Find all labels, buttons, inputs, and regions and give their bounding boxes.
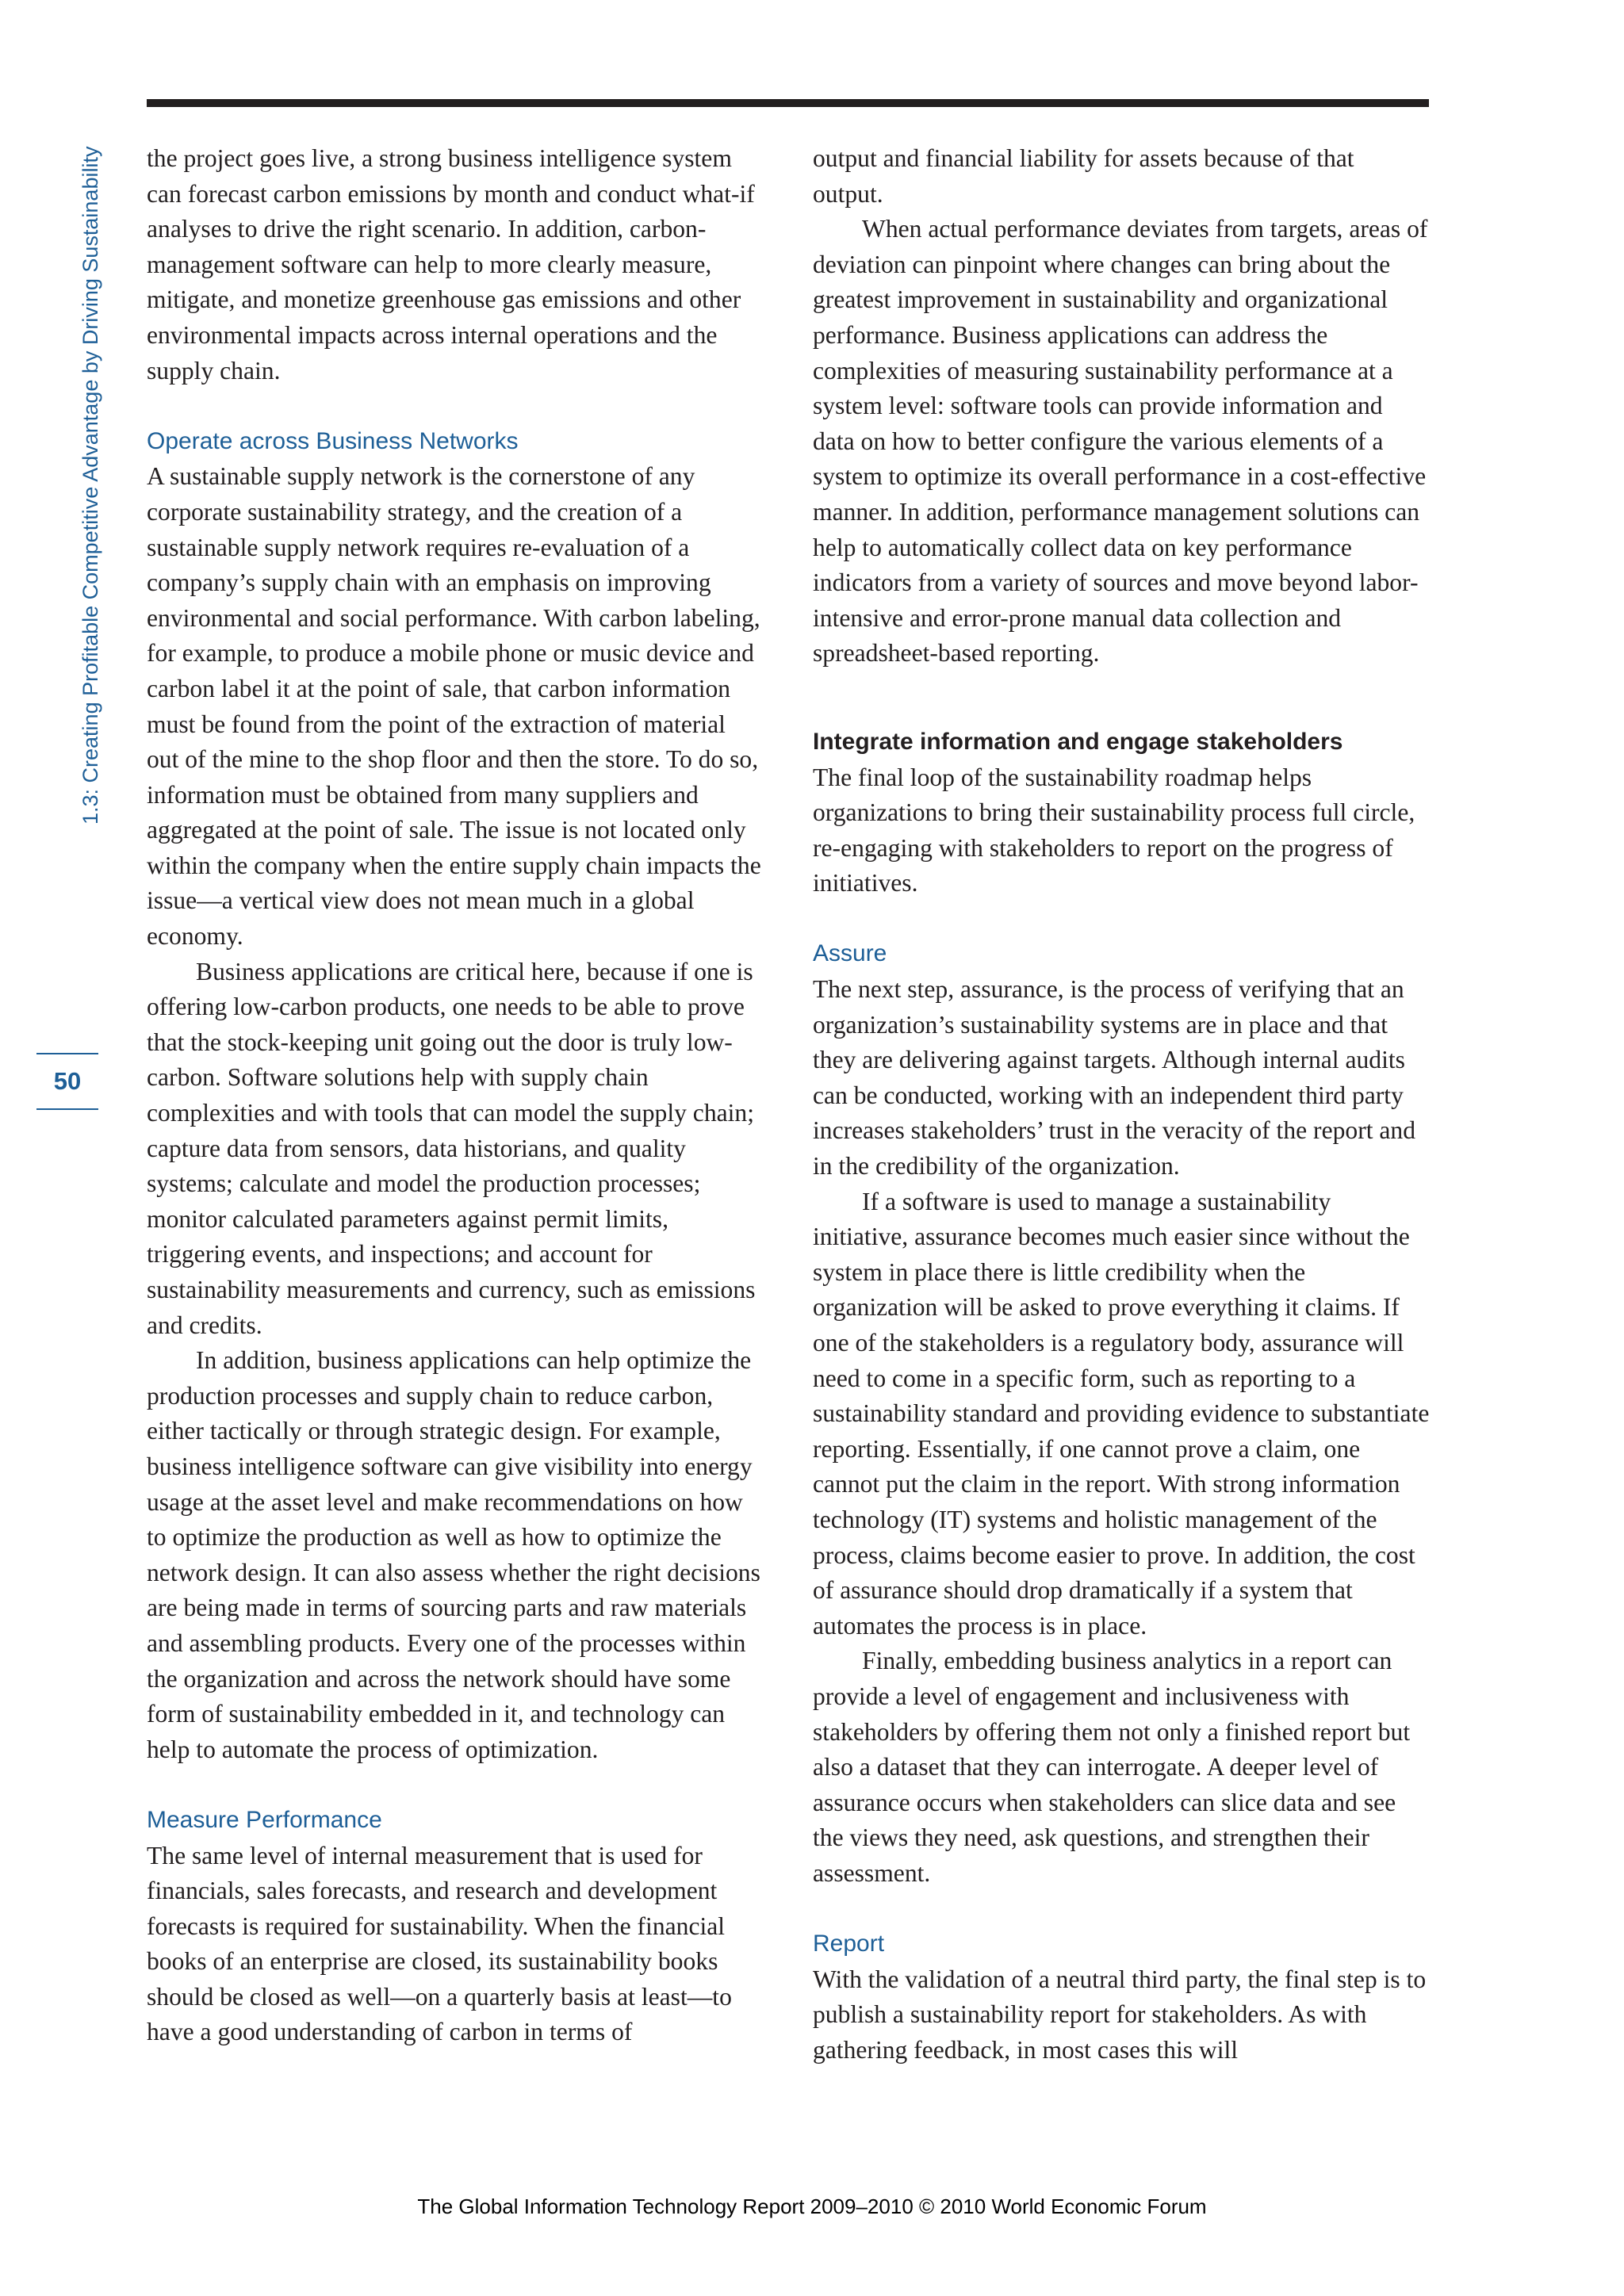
left-paragraph-3: Business applications are critical here, because if one is offering low-carbon products, one needs to be able to prove that the stock-keeping unit going out the door is truly low-carbon. Software solutions help with supply chain complexities and with tools that can model the supply chain; capture data from sensors, data historians, and quality systems; calculate and model the production processes; monitor calculated parameters against permit limits, triggering events, and inspections; and account for sustainability measurements and currency, such as emissions and credits. [147, 957, 756, 1339]
left-paragraph-4: In addition, business applications can help optimize the production processes and supply chain to reduce carbon, either tactically or through strategic design. For example, business intelligence software can give visibility into energy usage at the asset level and make recommendations on how to optimize the production as well as how to optimize the network design. It can also assess whether the right decisions are being made in terms of sourcing parts and raw materials and assembling products. Every one of the processes within the organization and across the network should have some form of sustainability embedded in it, and technology can help to automate the process of optimization. [147, 1346, 760, 1763]
running-head: 1.3: Creating Profitable Competitive Advantage by Driving Sustainability [79, 146, 102, 825]
right-paragraph-4: The next step, assurance, is the process of verifying that an organization’s sustainability systems are in place and that they are delivering against targets. Although internal audits can be conducted, working with an independent third party increases stakeholders’ trust in the veracity of the report and in the credibility of the organization. [813, 975, 1416, 1181]
right-paragraph-3: The final loop of the sustainability roadmap helps organizations to bring their sustainability process full circle, re-engaging with stakeholders to report on the progress of initiatives. [813, 763, 1415, 897]
right-paragraph-6: Finally, embedding business analytics in a report can provide a level of engagement and inclusiveness with stakeholders by offering them not only a finished report but also a dataset that they can interrogate. A deeper level of assurance occurs when stakeholders can slice data and see the views they need, ask questions, and strengthen their assessment. [813, 1647, 1411, 1887]
heading-report: Report [813, 1931, 885, 1957]
page-number-text: 50 [53, 1067, 82, 1095]
heading-measure-performance: Measure Performance [147, 1806, 382, 1833]
left-column [147, 141, 764, 2050]
heading-operate-across-business-networks: Operate across Business Networks [147, 427, 519, 454]
left-paragraph-2: A sustainable supply network is the cornerstone of any corporate sustainability strategy, and the creation of a sustainable supply network requires re-evaluation of a company’s supply chain with an emphasis on improving environmental and social performance. With carbon labeling, for example, to produce a mobile phone or music device and carbon label it at the point of sale, that carbon information must be found from the point of the extraction of material out of the mine to the shop floor and then the store. To do so, information must be obtained from many suppliers and aggregated at the point of sale. The issue is not located only within the company when the entire supply chain impacts the issue—a vertical view does not mean much in a global economy. [147, 462, 761, 951]
left-paragraph-5: The same level of internal measurement that is used for financials, sales forecasts, and research and development forecasts is required for sustainability. When the financial books of an enterprise are closed, its sustainability books should be closed as well—on a quarterly basis at least—to have a good understanding of carbon in terms of [147, 1841, 732, 2046]
right-column [813, 141, 1430, 2068]
right-paragraph-1: output and financial liability for assets because of that output. [813, 144, 1354, 208]
heading-assure: Assure [813, 940, 887, 967]
left-paragraph-1: the project goes live, a strong business intelligence system can forecast carbon emissions by month and conduct what-if analyses to drive the right scenario. In addition, carbon-management software can help to more clearly measure, mitigate, and monetize greenhouse gas emissions and other environmental impacts across internal operations and the supply chain. [147, 144, 755, 385]
page-number [36, 1053, 98, 1110]
right-paragraph-5: If a software is used to manage a sustainability initiative, assurance becomes much easier since without the system in place there is little credibility when the organization will be asked to prove everything it claims. If one of the stakeholders is a regulatory body, assurance will need to come in a specific form, such as reporting to a sustainability standard and providing evidence to substantiate reporting. Essentially, if one cannot prove a claim, one cannot put the claim in the report. With strong information technology (IT) systems and holistic management of the process, claims become easier to prove. In addition, the cost of assurance should drop dramatically if a system that automates the process is in place. [813, 1187, 1430, 1640]
footer-copyright: The Global Information Technology Report 2009–2010 © 2010 World Economic Forum [417, 2195, 1207, 2218]
heading-integrate-information: Integrate information and engage stakeholders [813, 728, 1343, 755]
right-paragraph-7: With the validation of a neutral third party, the final step is to publish a sustainability report for stakeholders. As with gathering feedback, in most cases this will [813, 1965, 1427, 2064]
right-paragraph-2: When actual performance deviates from targets, areas of deviation can pinpoint where changes can bring about the greatest improvement in sustainability and organizational performance. Business applications can address the complexities of measuring sustainability performance at a system level: software tools can provide information and data on how to better configure the various elements of a system to optimize its overall performance in a cost-effective manner. In addition, performance management solutions can help to automatically collect data on key performance indicators from a variety of sources and move beyond labor-intensive and error-prone manual data collection and spreadsheet-based reporting. [813, 215, 1428, 668]
top-rule [147, 99, 1429, 107]
